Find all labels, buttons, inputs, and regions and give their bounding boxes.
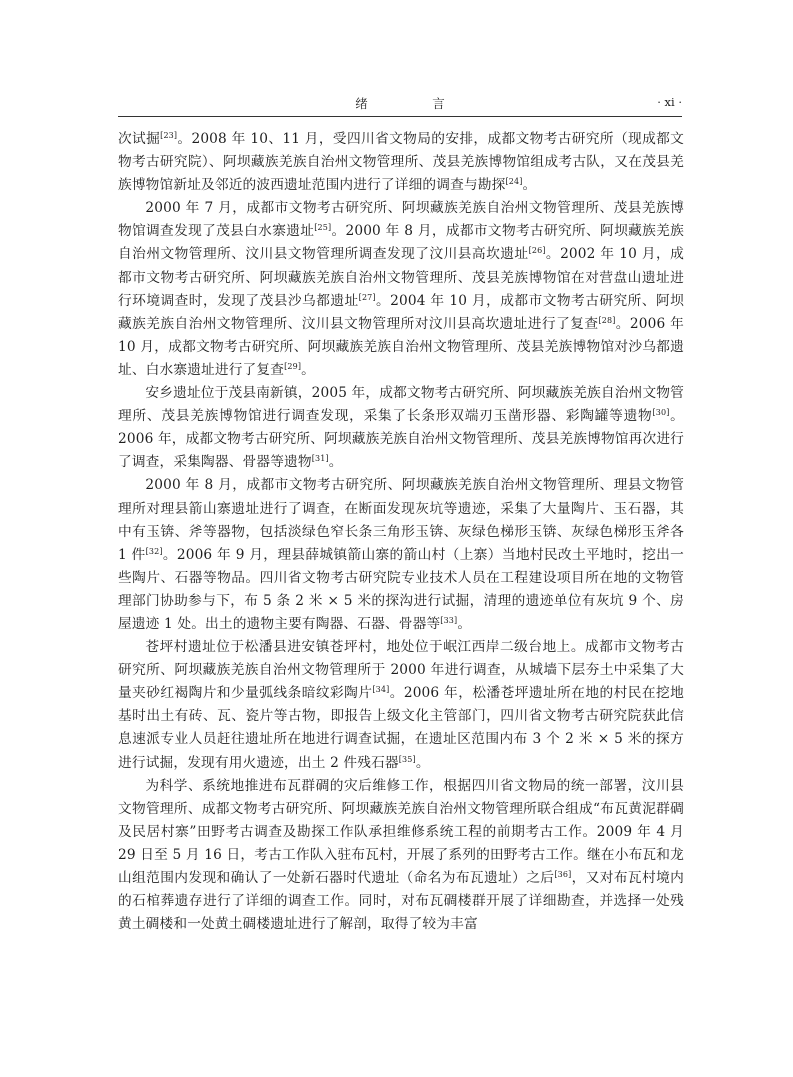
paragraph-text: 2000 年 8 月，成都市文物考古研究所、阿坝藏族羌族自治州文物管理所、理县文物管理所对理县箭山寨遗址进行了调查，在断面发现灰坑等遗迹，采集了大量陶片、玉石器，其中有玉锛、斧等器物，包括淡绿色窄长条三角形玉锛、灰绿色梯形玉锛、灰绿色梯形玉斧各 1 件 [118,477,684,563]
body-text [118,128,684,936]
citation-ref: [29] [284,361,302,371]
citation-ref: [34] [372,685,390,695]
paragraph-text: 2000 年 7 月，成都市文物考古研究所、阿坝藏族羌族自治州文物管理所、茂县羌族博物馆调查发现了茂县白水寨遗址 [118,200,684,240]
paragraph-text: 。2004 年 10 月，成都市文物考古研究所、阿坝藏族羌族自治州文物管理所、汶川县文物管理所对汶川县高坎遗址进行了复查 [118,292,684,332]
citation-ref: [33] [440,615,458,625]
paragraph [118,197,684,382]
paragraph-text: 。2006 年 10 月，成都文物考古研究所、阿坝藏族羌族自治州文物管理所、茂县羌族博物馆对沙乌都遗址、白水寨遗址进行了复查 [118,315,684,378]
paragraph-text: 。2008 年 10、11 月，受四川省文物局的安排，成都文物考古研究所（现成都文物考古研究院）、阿坝藏族羌族自治州文物管理所、茂县羌族博物馆组成考古队，又在茂县羌族博物馆新址及邻近的波西遗址范围内进行了详细的调查与勘探 [118,131,685,194]
paragraph [118,636,684,775]
paragraph [118,382,684,474]
citation-ref: [31] [311,454,329,464]
header-title: 绪 言 [355,96,471,111]
paragraph-text: 。 [328,454,343,471]
citation-ref: [35] [398,754,416,764]
paragraph-text: 。2006 年 9 月，理县薛城镇箭山寨的箭山村（上寨）当地村民改土平地时，挖出一些陶片、石器等物品。四川省文物考古研究院专业技术人员在工程建设项目所在地的文物管理部门协助参与下，布 5 条 2 米 × 5 米的探沟进行试掘，清理的遗迹单位有灰坑 9 个、房屋遗迹 1 处。出土的遗物主要有陶器、石器、骨器等 [118,546,685,632]
citation-ref: [23] [160,131,178,140]
paragraph-text: 。 [415,754,430,771]
paragraph-text: 次试掘 [118,131,161,147]
paragraph-text: 。 [457,615,472,632]
paragraph [118,474,684,636]
paragraph-text: 。2002 年 10 月，成都市文物考古研究所、阿坝藏族羌族自治州文物管理所、茂县羌族博物馆在对营盘山遗址进行环境调查时，发现了茂县沙乌都遗址 [118,246,684,309]
paragraph-text: 。 [522,177,537,194]
citation-ref: [25] [314,223,332,233]
citation-ref: [30] [652,408,670,418]
paragraph-text: 苍坪村遗址位于松潘县进安镇苍坪村，地处位于岷江西岸二级台地上。成都市文物考古研究所、阿坝藏族羌族自治州文物管理所于 2000 年进行调查，从城墙下层夯土中采集了大量夹砂红褐陶片和少量弧线条暗纹彩陶片 [118,639,684,702]
paragraph-text: 。2006 年，成都文物考古研究所、阿坝藏族羌族自治州文物管理所、茂县羌族博物馆再次进行了调查，采集陶器、骨器等遗物 [118,408,684,471]
citation-ref: [27] [358,292,376,302]
citation-ref: [24] [505,177,523,187]
page-number: · xi · [657,95,682,109]
paragraph-text: 。2000 年 8 月，成都市文物考古研究所、阿坝藏族羌族自治州文物管理所、汶川县文物管理所调查发现了汶川县高坎遗址 [118,223,684,263]
citation-ref: [32] [145,546,163,556]
citation-ref: [26] [528,246,546,256]
citation-ref: [36] [554,870,572,879]
citation-ref: [28] [598,315,616,325]
paragraph [118,775,684,937]
paragraph-text: 。2006 年，松潘苍坪遗址所在地的村民在挖地基时出土有砖、瓦、瓷片等古物，即报告上级文化主管部门，四川省文物考古研究院获此信息速派专业人员赶往遗址所在地进行调查试掘，在遗址区范围内布 3 个 2 米 × 5 米的探方进行试掘，发现有用火遗迹，出土 2 件残石器 [118,685,685,771]
paragraph-text: 安乡遗址位于茂县南新镇，2005 年，成都文物考古研究所、阿坝藏族羌族自治州文物管理所、茂县羌族博物馆进行调查发现，采集了长条形双端刃玉凿形器、彩陶罐等遗物 [118,385,684,425]
paragraph [118,128,684,197]
paragraph-text: ，又对布瓦村境内的石棺葬遗存进行了详细的调查工作。同时，对布瓦碉楼群开展了详细勘查，并选择一处残黄土碉楼和一处黄土碉楼遗址进行了解剖，取得了较为丰富 [118,870,684,933]
running-header [118,90,682,117]
paragraph-text: 为科学、系统地推进布瓦群碉的灾后维修工作，根据四川省文物局的统一部署，汶川县文物管理所、成都文物考古研究所、阿坝藏族羌族自治州文物管理所联合组成“布瓦黄泥群碉及民居村寨”田野考古调查及勘探工作队承担维修系统工程的前期考古工作。2009 年 4 月 29 日至 5 月 16 日，考古工作队入驻布瓦村，开展了系列的田野考古工作。继在小布瓦和龙山组范围内发现和确认了一处新石器时代遗址（命名为布瓦遗址）之后 [118,777,684,886]
paragraph-text: 。 [301,361,315,378]
